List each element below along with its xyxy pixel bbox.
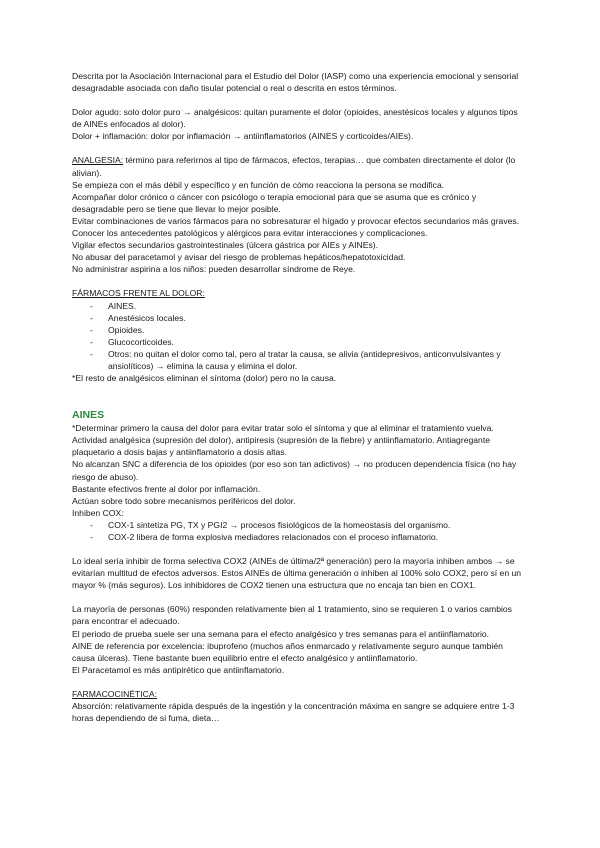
cox-list — [72, 519, 528, 543]
intro-acute-pain: Dolor agudo: solo dolor puro → analgésicos: quitan puramente el dolor (opioides, anestésicos locales y algunos tipos de AINEs enfocados al dolor). — [72, 107, 518, 130]
dash-bullet: - — [90, 300, 93, 311]
aines-response-line: AINE de referencia por excelencia: ibuprofeno (muchos años enmarcado y relativamente seguro aunque también causa úlceras). Tiene bastante buen equilibrio entre el efecto analgésico y antiinflamatorio. — [72, 640, 503, 663]
farmacos-title: FÁRMACOS FRENTE AL DOLOR: — [72, 288, 205, 299]
list-item-text: Opioides. — [108, 324, 145, 335]
list-item-text: Anestésicos locales. — [108, 312, 186, 323]
list-item-text: Otros: no quitan el dolor como tal, pero al tratar la causa, se alivia (antidepresivos, anticonvulsivantes y ansiolíticos) → elimina la causa y elimina el dolor. — [108, 348, 501, 371]
farmacocinetica-text: Absorción: relativamente rápida después de la ingestión y la concentración máxima en sangre se adquiere entre 1-3 horas dependiendo de si fuma, dieta… — [72, 701, 515, 724]
aines-line: Actúan sobre todo sobre mecanismos periféricos del dolor. — [72, 495, 296, 506]
analgesia-term: ANALGESIA: — [72, 155, 124, 166]
aines-line: *Determinar primero la causa del dolor para evitar tratar solo el síntoma y que al eliminar el tratamiento vuelva. — [72, 423, 494, 434]
intro-inflammation-pain: Dolor + inflamación: dolor por inflamación → antiinflamatorios (AINES y corticoides/AIEs). — [72, 131, 414, 142]
aines-ideal-paragraph: Lo ideal sería inhibir de forma selectiva COX2 (AINEs de última/2ª generación) pero la mayoría inhiben ambos → se evitarían multitud de efectos adversos. Estos AINEs de última generación o inhiben al 100% solo COX2, pero sí en un mayor % (más seguros). Los inhibidores de COX2 tienen una estructura que no encaja tan bien en COX1. — [72, 556, 522, 591]
intro-definition: Descrita por la Asociación Internacional para el Estudio del Dolor (IASP) como una experiencia emocional y sensorial desagradable asociada con daño tisular potencial o real o descrita en estos términos. — [72, 71, 519, 94]
list-item-text: Glucocorticoides. — [108, 336, 174, 347]
aines-line: Actividad analgésica (supresión del dolor), antipiresis (supresión de la fiebre) y antiinflamatorio. Antiagregante plaquetario a dosis bajas y antiinflamatorio a dosis altas. — [72, 435, 490, 458]
analgesia-definition — [72, 154, 528, 178]
farmacos-list — [72, 300, 528, 373]
analgesia-line: Se empieza con el más débil y específico y en función de cómo reacciona la persona se modifica. — [72, 179, 445, 190]
list-item — [72, 324, 528, 336]
analgesia-line: Evitar combinaciones de varios fármacos para no sobresaturar el hígado y provocar efectos secundarios más graves. — [72, 215, 520, 226]
dash-bullet: - — [90, 336, 93, 347]
list-item — [72, 348, 528, 372]
aines-line: No alcanzan SNC a diferencia de los opioides (por eso son tan adictivos) → no producen dependencia física (no hay riesgo de abuso). — [72, 459, 517, 482]
list-item — [72, 336, 528, 348]
aines-response-line: El periodo de prueba suele ser una semana para el efecto analgésico y tres semanas para el antiinflamatorio. — [72, 628, 490, 639]
aines-response-line: La mayoría de personas (60%) responden relativamente bien al 1 tratamiento, sino se requieren 1 o varios cambios para encontrar el adecuado. — [72, 604, 512, 627]
dash-bullet: - — [90, 519, 93, 530]
analgesia-line: Vigilar efectos secundarios gastrointestinales (úlcera gástrica por AIEs y AINEs). — [72, 240, 379, 251]
list-item-text: AINES. — [108, 300, 137, 311]
list-item-text: COX-2 libera de forma explosiva mediadores relacionados con el proceso inflamatorio. — [108, 532, 439, 542]
aines-heading: AINES — [72, 409, 105, 422]
dash-bullet: - — [90, 348, 93, 359]
dash-bullet: - — [90, 324, 93, 335]
farmacocinetica-title: FARMACOCINÉTICA: — [72, 688, 157, 699]
dash-bullet: - — [90, 312, 93, 323]
farmacos-note: *El resto de analgésicos eliminan el síntoma (dolor) pero no la causa. — [72, 373, 337, 384]
document-page — [72, 70, 528, 724]
list-item — [72, 312, 528, 324]
list-item — [72, 519, 528, 531]
list-item — [72, 531, 528, 543]
analgesia-def-text: término para referirnos al tipo de fármacos, efectos, terapias… que combaten directamente el dolor (lo alivian). — [72, 155, 516, 178]
list-item-text: COX-1 sintetiza PG, TX y PGI2 → procesos fisiológicos de la homeostasis del organismo. — [108, 519, 451, 530]
aines-response-line: El Paracetamol es más antipirético que antiinflamatorio. — [72, 664, 285, 675]
dash-bullet: - — [90, 532, 93, 542]
analgesia-line: No administrar aspirina a los niños: pueden desarrollar síndrome de Reye. — [72, 264, 356, 275]
analgesia-line: Conocer los antecedentes patológicos y alérgicos para evitar interacciones y complicaciones. — [72, 228, 428, 239]
aines-line: Inhiben COX: — [72, 507, 124, 518]
analgesia-line: Acompañar dolor crónico o cáncer con psicólogo o terapia emocional para que se asuma que es crónico y desagradable pero se tiene que llevar lo mejor posible. — [72, 191, 477, 214]
analgesia-line: No abusar del paracetamol y avisar del riesgo de problemas hepáticos/hepatotoxicidad. — [72, 252, 406, 263]
aines-line: Bastante efectivos frente al dolor por inflamación. — [72, 483, 261, 494]
list-item — [72, 300, 528, 312]
